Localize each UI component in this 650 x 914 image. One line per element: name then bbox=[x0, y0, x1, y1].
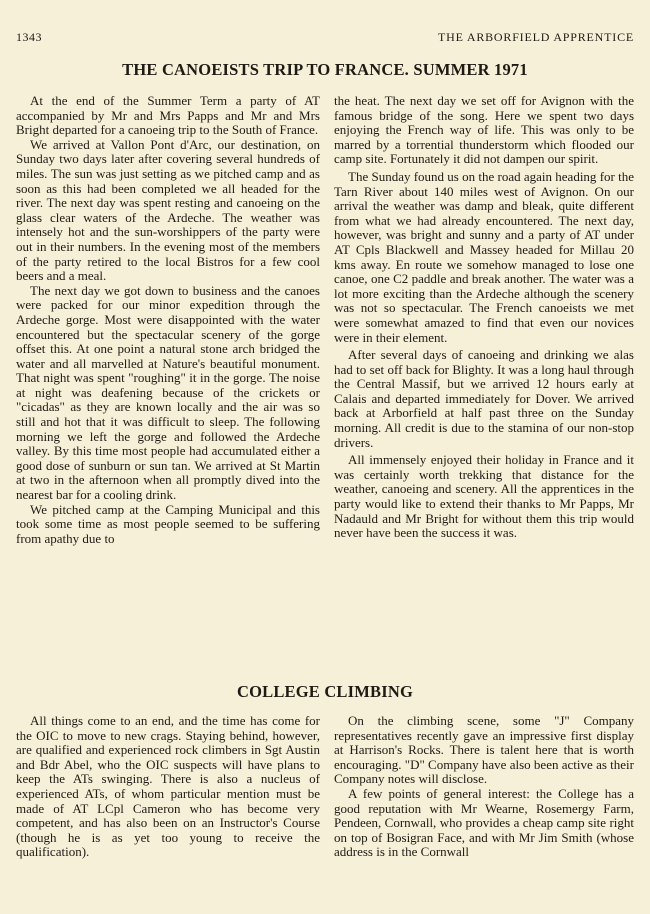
canoeists-right-column bbox=[334, 94, 634, 541]
article-title-climbing: COLLEGE CLIMBING bbox=[236, 682, 414, 701]
paragraph: All immensely enjoyed their holiday in France and it was certainly worth trekking that distance for the weather, canoeing and scenery. All the apprentices in the party would like to extend their thanks to Mr Papps, Mr Nadauld and Mr Bright for without them this trip would never have been the success it was. bbox=[334, 452, 634, 541]
paragraph: The next day we got down to business and the canoes were packed for our minor expedition through the Ardeche gorge. Most were disappointed with the water encountered but the spectacular scenery of the gorge offset this. At one point a natural stone arch bridged the water and all marvelled at Nature's beautiful monument. That night was spent "roughing" it in the gorge. The noise at night was deafening because of the crickets or "cicadas" as they are known locally and the air was so still and hot that it was difficult to sleep. The following morning we left the gorge and followed the Ardeche valley. By this time most people had accumulated either a good dose of sunburn or sun tan. We arrived at St Martin at two in the afternoon when all promptly dived into the nearest bar for a cooling drink. bbox=[16, 282, 320, 503]
paragraph: All things come to an end, and the time has come for the OIC to move to new crags. Staying behind, however, are qualified and experienced rock climbers in Sgt Austin and Bdr Abel, who the OIC suspects will have plans to keep the ATs swinging. There is also a nucleus of experienced ATs, of whom particular mention must be made of AT LCpl Cameron who has become very competent, and has also been on an Instructor's Course (though he is as yet too young to receive the qualification). bbox=[16, 713, 320, 860]
paragraph: We arrived at Vallon Pont d'Arc, our destination, on Sunday two days later after covering several hundreds of miles. The sun was just setting as we pitched camp and as soon as this had been completed we all headed for the river. The next day was spent resting and canoeing on the glass clear waters of the Ardeche. The weather was intensely hot and the sun-worshippers of the party were out in their numbers. In the evening most of the members of the party retired to the local Bistros for a few cool beers and a meal. bbox=[16, 136, 320, 284]
paragraph: the heat. The next day we set off for Avignon with the famous bridge of the song. Here we spent two days enjoying the French way of life. This was only to be marred by a torrential thunderstorm which flooded our camp site. Fortunately it did not dampen our spirit. bbox=[334, 93, 634, 167]
climbing-left-column bbox=[16, 714, 320, 860]
climbing-right-column bbox=[334, 714, 634, 860]
page-number: 1343 bbox=[16, 30, 42, 44]
paragraph: After several days of canoeing and drinking we alas had to set off back for Blighty. It was a long haul through the Central Massif, but we arrived 12 hours early at Calais and departed immediately for Dover. We arrived back at Arborfield at half past three on the Sunday morning. All credit is due to the stamina of our non-stop drivers. bbox=[334, 347, 634, 450]
paragraph: On the climbing scene, some "J" Company representatives recently gave an impressive first display at Harrison's Rocks. There is talent here that is worth encouraging. "D" Company have also been active as their Company notes will disclose. bbox=[334, 713, 634, 787]
canoeists-left-column bbox=[16, 94, 320, 546]
paragraph: We pitched camp at the Camping Municipal and this took some time as most people seemed to be suffering from apathy due to bbox=[16, 501, 320, 546]
paragraph: A few points of general interest: the College has a good reputation with Mr Wearne, Rosemergy Farm, Pendeen, Cornwall, who provides a cheap camp site right on top of Bosigran Face, and with Mr Jim Smith (whose address is in the Cornwall bbox=[334, 785, 634, 860]
paragraph: The Sunday found us on the road again heading for the Tarn River about 140 miles west of Avignon. On our arrival the weather was damp and bleak, quite different from what we had already encountered. The next day, however, was bright and sunny and a party of AT under AT Cpls Blackwell and Massey headed for Millau 20 kms away. En route we somehow managed to lose one canoe, one C2 paddle and break another. The water was a lot more exciting than the Ardeche although the scenery was not so spectacular. The French canoeists we met were somewhat amazed to find that even our novices were in their element. bbox=[334, 168, 634, 345]
running-head: THE ARBORFIELD APPRENTICE bbox=[437, 30, 634, 44]
article-title-canoeists: THE CANOEISTS TRIP TO FRANCE. SUMMER 1971 bbox=[122, 60, 528, 79]
paragraph: At the end of the Summer Term a party of AT accompanied by Mr and Mrs Papps and Mr and Mrs Bright departed for a canoeing trip to the South of France. bbox=[16, 93, 320, 138]
